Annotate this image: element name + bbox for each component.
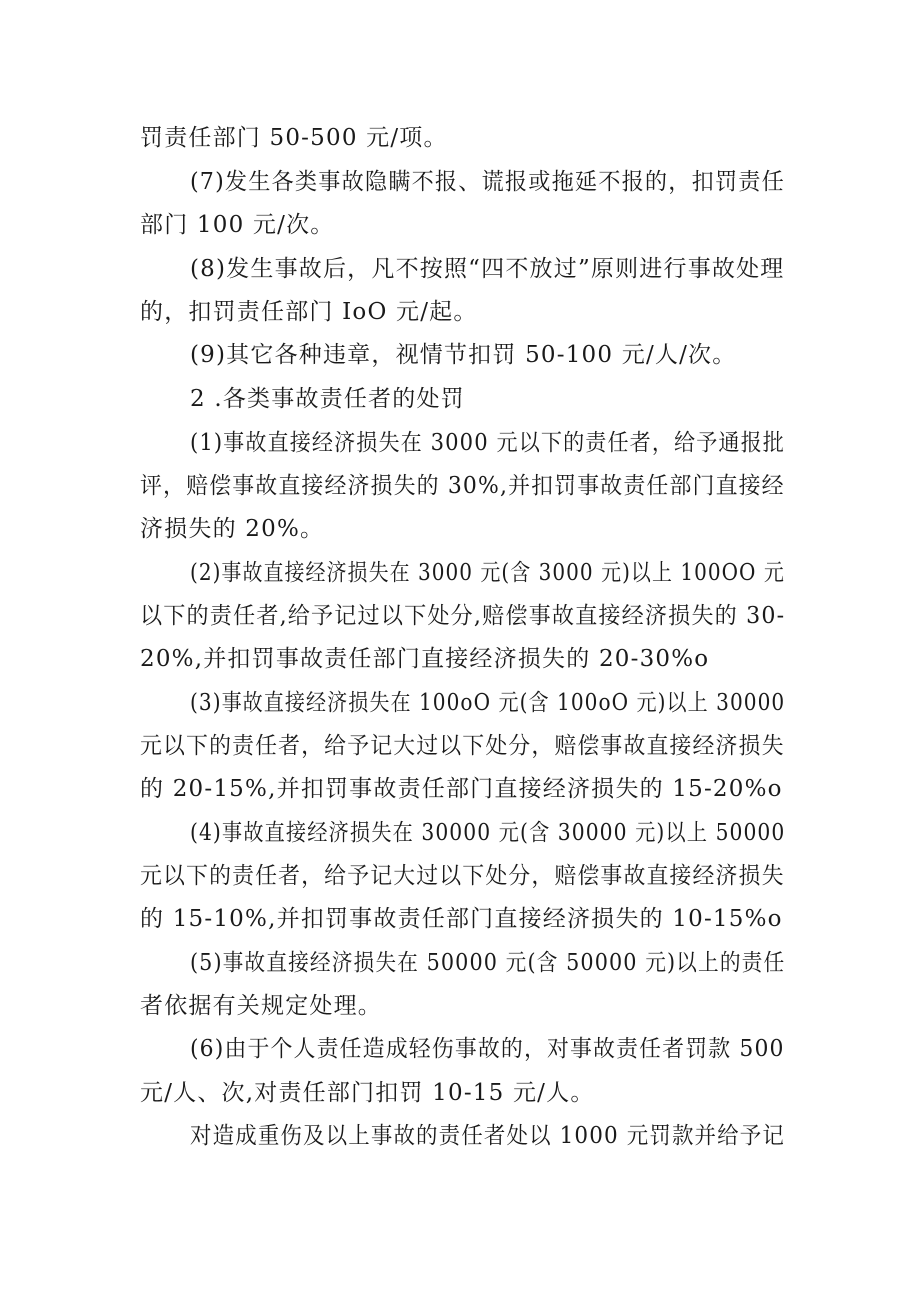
paragraph-line: 罚责任部门 50-500 元/项。 [140,125,448,151]
paragraph-line: 评，赔偿事故直接经济损失的 30%,并扣罚事故责任部门直接经 [140,473,785,499]
paragraph-line: 元以下的责任者，给予记大过以下处分，赔偿事故直接经济损失 [140,863,785,889]
paragraph-line: 的，扣罚责任部门 IoO 元/起。 [140,299,478,325]
paragraph-line: (6)由于个人责任造成轻伤事故的，对事故责任者罚款 500 [190,1036,785,1062]
paragraph-line: (4)事故直接经济损失在 30000 元(含 30000 元)以上 50000 [190,820,786,846]
paragraph-line: 者依据有关规定处理。 [140,993,382,1019]
paragraph-line: (7)发生各类事故隐瞒不报、谎报或拖延不报的，扣罚责任 [190,169,785,195]
paragraph-line: 的 20-15%,并扣罚事故责任部门直接经济损失的 15-20%o [140,776,783,802]
paragraph-line: 济损失的 20%。 [140,516,325,542]
paragraph-line: 的 15-10%,并扣罚事故责任部门直接经济损失的 10-15%o [140,906,783,932]
paragraph-line: 部门 100 元/次。 [140,212,335,238]
paragraph-line: (2)事故直接经济损失在 3000 元(含 3000 元)以上 100OO 元 [190,560,785,586]
paragraph-line: (5)事故直接经济损失在 50000 元(含 50000 元)以上的责任 [190,950,786,976]
paragraph-line: 元以下的责任者，给予记大过以下处分，赔偿事故直接经济损失 [140,733,785,759]
paragraph-line: 对造成重伤及以上事故的责任者处以 1000 元罚款并给予记 [190,1123,785,1149]
section-heading: 2 .各类事故责任者的处罚 [190,386,465,412]
paragraph-line: 20%,并扣罚事故责任部门直接经济损失的 20-30%o [140,646,710,672]
paragraph-line: (3)事故直接经济损失在 100oO 元(含 100oO 元)以上 30000 [190,690,786,716]
paragraph-line: 元/人、次,对责任部门扣罚 10-15 元/人。 [140,1080,595,1106]
paragraph-line: 以下的责任者,给予记过以下处分,赔偿事故直接经济损失的 30- [140,603,786,629]
paragraph-line: (1)事故直接经济损失在 3000 元以下的责任者，给予通报批 [190,430,785,456]
paragraph-line: (8)发生事故后，凡不按照“四不放过”原则进行事故处理 [190,256,785,282]
paragraph-line: (9)其它各种违章，视情节扣罚 50-100 元/人/次。 [190,342,737,368]
